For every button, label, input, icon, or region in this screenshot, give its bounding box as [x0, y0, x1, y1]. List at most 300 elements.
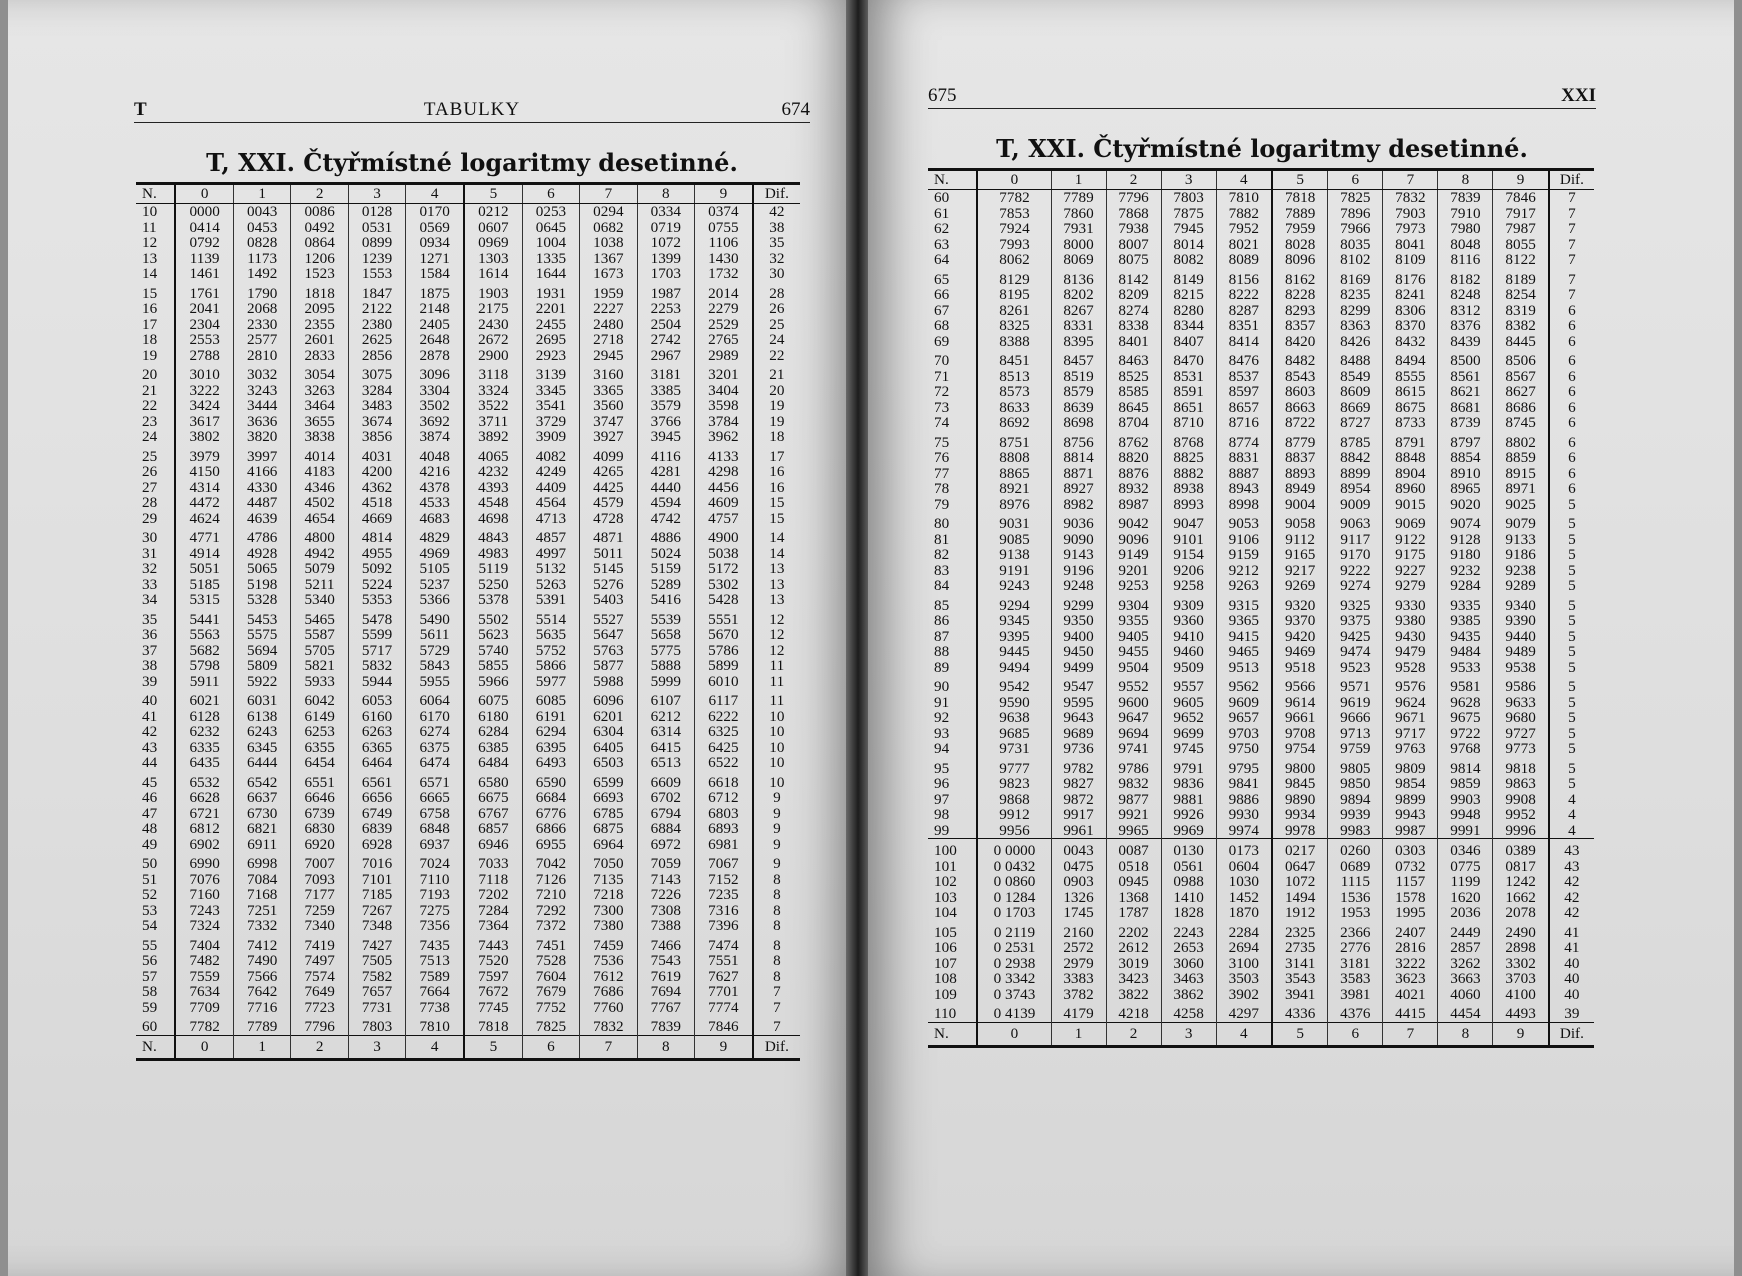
log-value-cell: 3503 [1216, 971, 1272, 987]
log-value-cell: 8189 [1493, 268, 1549, 288]
difference-cell: 7 [1549, 221, 1594, 237]
log-value-cell: 9841 [1216, 776, 1272, 792]
log-value-cell: 8500 [1438, 349, 1493, 369]
row-number: 93 [934, 724, 950, 742]
log-value-cell: 3674 [348, 414, 405, 430]
log-value-cell: 7846 [1493, 190, 1549, 206]
table-row [136, 332, 800, 348]
log-value-cell: 2405 [406, 317, 464, 333]
log-value-cell: 7007 [291, 852, 348, 872]
log-value-cell: 9581 [1438, 675, 1493, 695]
table-row [136, 953, 800, 969]
row-number: 81 [934, 530, 950, 548]
log-value-cell: 8567 [1493, 369, 1549, 385]
log-value-cell: 6990 [175, 852, 233, 872]
log-value-cell: 7482 [175, 953, 233, 969]
log-value-cell: 9886 [1216, 792, 1272, 808]
column-footer: 5 [1272, 1022, 1328, 1046]
log-value-cell: 7664 [406, 984, 464, 1000]
log-value-cell: 1038 [580, 235, 637, 251]
difference-cell: 8 [753, 903, 800, 919]
log-value-cell: 2449 [1438, 921, 1493, 941]
row-number: 70 [934, 352, 950, 369]
log-value-cell: 7896 [1328, 206, 1383, 222]
log-value-cell: 6571 [406, 771, 464, 791]
log-value-cell: 2325 [1272, 921, 1328, 941]
log-value-cell: 3902 [1216, 987, 1272, 1003]
log-value-cell: 6830 [291, 821, 348, 837]
log-value-cell: 9494 [977, 660, 1051, 676]
row-number: 73 [934, 398, 950, 416]
log-value-cell: 2175 [464, 301, 522, 317]
log-value-cell: 9552 [1106, 675, 1161, 695]
column-header: 0 [175, 184, 233, 204]
difference-cell: 7 [1549, 237, 1594, 253]
log-value-cell: 4487 [234, 495, 291, 511]
column-header: 3 [1161, 170, 1216, 190]
log-value-cell: 7332 [234, 918, 291, 934]
log-value-cell: 9450 [1051, 644, 1106, 660]
difference-cell: 6 [1549, 466, 1594, 482]
log-value-cell: 8976 [977, 497, 1051, 513]
log-value-cell: 4249 [522, 464, 579, 480]
log-value-cell: 3464 [291, 398, 348, 414]
log-value-cell: 7559 [175, 969, 233, 985]
log-value-cell: 4150 [175, 464, 233, 480]
log-value-cell: 3945 [637, 429, 694, 445]
row-number: 79 [934, 495, 950, 513]
log-value-cell: 7959 [1272, 221, 1328, 237]
log-value-cell: 2529 [695, 317, 753, 333]
row-number: 95 [934, 759, 950, 777]
log-value-cell: 6656 [348, 790, 405, 806]
log-value-cell: 5428 [695, 592, 753, 608]
log-value-cell: 8722 [1272, 415, 1328, 431]
row-number: 88 [934, 643, 950, 660]
log-value-cell: 9827 [1051, 776, 1106, 792]
table-row [136, 643, 800, 659]
log-value-cell: 8142 [1106, 268, 1161, 288]
table-row [136, 429, 800, 445]
log-value-cell: 8561 [1438, 369, 1493, 385]
log-value-cell: 6444 [234, 755, 291, 771]
log-value-cell: 4969 [406, 546, 464, 562]
log-value-cell: 6117 [695, 689, 753, 709]
log-value-cell: 6149 [291, 709, 348, 725]
log-value-cell: 7135 [580, 872, 637, 888]
log-value-cell: 8871 [1051, 466, 1106, 482]
column-footer: 1 [234, 1035, 291, 1059]
log-value-cell: 0130 [1161, 839, 1216, 859]
difference-cell: 6 [1549, 450, 1594, 466]
log-value-cell: 2160 [1051, 921, 1106, 941]
log-value-cell: 7348 [348, 918, 405, 934]
table-row [928, 268, 1594, 288]
log-value-cell: 7093 [291, 872, 348, 888]
difference-cell: 17 [753, 445, 800, 465]
log-value-cell: 9731 [977, 741, 1051, 757]
difference-cell: 7 [753, 1015, 800, 1035]
log-value-cell: 6542 [234, 771, 291, 791]
log-value-cell: 0719 [637, 220, 694, 236]
log-value-cell: 0903 [1051, 874, 1106, 890]
log-value-cell: 9499 [1051, 660, 1106, 676]
log-value-cell: 2014 [695, 282, 753, 302]
log-value-cell: 8388 [977, 334, 1051, 350]
log-value-cell: 2490 [1493, 921, 1549, 941]
log-value-cell: 6253 [291, 724, 348, 740]
log-value-cell: 9533 [1438, 660, 1493, 676]
difference-cell: 13 [753, 577, 800, 593]
log-value-cell: 7589 [406, 969, 464, 985]
difference-cell: 42 [1549, 890, 1594, 906]
log-value-cell: 1847 [348, 282, 405, 302]
log-value-cell: 9101 [1161, 532, 1216, 548]
log-value-cell: 8779 [1272, 431, 1328, 451]
log-value-cell: 3981 [1328, 987, 1383, 1003]
difference-cell: 41 [1549, 940, 1594, 956]
log-value-cell: 7980 [1438, 221, 1493, 237]
log-value-cell: 5302 [695, 577, 753, 593]
log-value-cell: 7657 [348, 984, 405, 1000]
log-value-cell: 8382 [1493, 318, 1549, 334]
difference-cell: 15 [753, 495, 800, 511]
log-value-cell: 5798 [175, 658, 233, 674]
log-value-cell: 8615 [1383, 384, 1438, 400]
log-value-cell: 9154 [1161, 547, 1216, 563]
log-value-cell: 8299 [1328, 303, 1383, 319]
log-value-cell: 0645 [522, 220, 579, 236]
row-number: 94 [934, 740, 950, 757]
row-number: 101 [934, 857, 957, 875]
log-value-cell: 7860 [1051, 206, 1106, 222]
log-value-cell: 3365 [580, 383, 637, 399]
log-value-cell: 8797 [1438, 431, 1493, 451]
log-value-cell: 5575 [234, 627, 291, 643]
log-value-cell: 0647 [1272, 859, 1328, 875]
row-number: 83 [934, 561, 950, 579]
log-value-cell: 7110 [406, 872, 464, 888]
table-row [928, 921, 1594, 941]
log-value-cell: 3502 [406, 398, 464, 414]
log-value-cell: 7679 [522, 984, 579, 1000]
log-value-cell: 8837 [1272, 450, 1328, 466]
difference-cell: 25 [753, 317, 800, 333]
log-value-cell: 9390 [1493, 613, 1549, 629]
log-value-cell: 9685 [977, 726, 1051, 742]
log-value-cell: 6085 [522, 689, 579, 709]
log-value-cell: 8293 [1272, 303, 1328, 319]
row-number: 30 [142, 529, 158, 546]
table-row [136, 546, 800, 562]
table-row [928, 594, 1594, 614]
log-value-cell: 7825 [1328, 190, 1383, 206]
log-value-cell: 9638 [977, 710, 1051, 726]
log-value-cell: 6712 [695, 790, 753, 806]
log-value-cell: 4914 [175, 546, 233, 562]
row-number: 16 [142, 300, 158, 317]
logarithm-table-right [928, 168, 1594, 1048]
log-value-cell: 9708 [1272, 726, 1328, 742]
log-value-cell: 2788 [175, 348, 233, 364]
log-value-cell: 0755 [695, 220, 753, 236]
log-value-cell: 9943 [1383, 807, 1438, 823]
difference-cell: 35 [753, 235, 800, 251]
row-number: 96 [934, 775, 950, 792]
log-value-cell: 4183 [291, 464, 348, 480]
difference-cell: 8 [753, 872, 800, 888]
log-value-cell: 7832 [1383, 190, 1438, 206]
log-value-cell: 3010 [175, 363, 233, 383]
log-value-cell: 3729 [522, 414, 579, 430]
log-value-cell: 6513 [637, 755, 694, 771]
log-value-cell: 6998 [234, 852, 291, 872]
log-value-cell: 8808 [977, 450, 1051, 466]
table-footer-row [928, 1022, 1594, 1046]
log-value-cell: 7267 [348, 903, 405, 919]
log-value-cell: 1139 [175, 251, 233, 267]
log-value-cell: 3483 [348, 398, 405, 414]
log-value-cell: 9420 [1272, 629, 1328, 645]
difference-cell: 12 [753, 608, 800, 628]
log-value-cell: 8904 [1383, 466, 1438, 482]
log-value-cell: 2718 [580, 332, 637, 348]
log-value-cell: 2735 [1272, 940, 1328, 956]
log-value-cell: 9074 [1438, 512, 1493, 532]
log-value-cell: 6064 [406, 689, 464, 709]
log-value-cell: 0689 [1328, 859, 1383, 875]
log-value-cell: 7597 [464, 969, 522, 985]
log-value-cell: 9489 [1493, 644, 1549, 660]
column-header: 1 [234, 184, 291, 204]
log-value-cell: 4218 [1106, 1002, 1161, 1022]
difference-cell: 5 [1549, 726, 1594, 742]
log-value-cell: 8751 [977, 431, 1051, 451]
log-value-cell: 5855 [464, 658, 522, 674]
column-footer: 6 [1328, 1022, 1383, 1046]
log-value-cell: 6107 [637, 689, 694, 709]
difference-cell: 10 [753, 771, 800, 791]
table-row [928, 792, 1594, 808]
table-row [928, 940, 1594, 956]
difference-cell: 14 [753, 546, 800, 562]
log-value-cell: 5729 [406, 643, 464, 659]
log-value-cell: 9983 [1328, 823, 1383, 839]
difference-cell: 10 [753, 740, 800, 756]
log-value-cell: 9445 [977, 644, 1051, 660]
log-value-cell: 0389 [1493, 839, 1549, 859]
log-value-cell: 8609 [1328, 384, 1383, 400]
log-value-cell: 9238 [1493, 563, 1549, 579]
log-value-cell: 6263 [348, 724, 405, 740]
log-value-cell: 5775 [637, 643, 694, 659]
log-value-cell: 4425 [580, 480, 637, 496]
difference-cell: 21 [753, 363, 800, 383]
log-value-cell: 9754 [1272, 741, 1328, 757]
table-row [928, 349, 1594, 369]
log-value-cell: 8109 [1383, 252, 1438, 268]
row-number: 34 [142, 591, 158, 608]
log-value-cell: 6628 [175, 790, 233, 806]
left-page [8, 0, 860, 1276]
log-value-cell: 8899 [1328, 466, 1383, 482]
log-value-cell: 0775 [1438, 859, 1493, 875]
log-value-cell: 6138 [234, 709, 291, 725]
log-value-cell: 9196 [1051, 563, 1106, 579]
log-value-cell: 7505 [348, 953, 405, 969]
difference-cell: 8 [753, 969, 800, 985]
log-value-cell: 9320 [1272, 594, 1328, 614]
log-value-cell: 8921 [977, 481, 1051, 497]
log-value-cell: 9042 [1106, 512, 1161, 532]
log-value-cell: 5877 [580, 658, 637, 674]
table-row [928, 695, 1594, 711]
log-value-cell: 9991 [1438, 823, 1493, 839]
log-value-cell: 7803 [1161, 190, 1216, 206]
log-value-cell: 0 1703 [977, 905, 1051, 921]
log-value-cell: 8603 [1272, 384, 1328, 400]
row-number: 45 [142, 773, 158, 791]
log-value-cell: 6911 [234, 837, 291, 853]
log-value-cell: 0334 [637, 204, 694, 220]
log-value-cell: 4609 [695, 495, 753, 511]
log-value-cell: 8344 [1161, 318, 1216, 334]
log-value-cell: 2095 [291, 301, 348, 317]
difference-cell: 5 [1549, 757, 1594, 777]
log-value-cell: 9868 [977, 792, 1051, 808]
log-value-cell: 6042 [291, 689, 348, 709]
table-row [136, 852, 800, 872]
log-value-cell: 9058 [1272, 512, 1328, 532]
log-value-cell: 9699 [1161, 726, 1216, 742]
log-value-cell: 6464 [348, 755, 405, 771]
log-value-cell: 9969 [1161, 823, 1216, 839]
log-value-cell: 5237 [406, 577, 464, 593]
log-value-cell: 9832 [1106, 776, 1161, 792]
log-value-cell: 6191 [522, 709, 579, 725]
log-value-cell: 2612 [1106, 940, 1161, 956]
log-value-cell: 2480 [580, 317, 637, 333]
log-value-cell: 7202 [464, 887, 522, 903]
log-value-cell: 6875 [580, 821, 637, 837]
row-number: 20 [142, 366, 158, 383]
log-value-cell: 4624 [175, 511, 233, 527]
log-value-cell: 2694 [1216, 940, 1272, 956]
log-value-cell: 1523 [291, 266, 348, 282]
table-row [136, 755, 800, 771]
column-footer: 7 [1383, 1022, 1438, 1046]
log-value-cell: 1461 [175, 266, 233, 282]
row-number: 64 [934, 251, 950, 268]
log-value-cell: 0170 [406, 204, 464, 220]
log-value-cell: 3345 [522, 383, 579, 399]
log-value-cell: 9538 [1493, 660, 1549, 676]
column-header: 9 [695, 184, 753, 204]
log-value-cell: 8639 [1051, 400, 1106, 416]
log-value-cell: 6551 [291, 771, 348, 791]
log-value-cell: 8228 [1272, 287, 1328, 303]
log-value-cell: 7966 [1328, 221, 1383, 237]
column-header: 6 [1328, 170, 1383, 190]
table-row [928, 369, 1594, 385]
log-value-cell: 4900 [695, 526, 753, 546]
log-value-cell: 9542 [977, 675, 1051, 695]
log-value-cell: 0374 [695, 204, 753, 220]
column-header: 2 [1106, 170, 1161, 190]
log-value-cell: 4179 [1051, 1002, 1106, 1022]
log-value-cell: 5539 [637, 608, 694, 628]
log-value-cell: 4871 [580, 526, 637, 546]
log-value-cell: 7340 [291, 918, 348, 934]
table-row [928, 497, 1594, 513]
log-value-cell: 5933 [291, 674, 348, 690]
row-number: 40 [142, 692, 158, 709]
log-value-cell: 8579 [1051, 384, 1106, 400]
table-row [928, 971, 1594, 987]
log-value-cell: 8116 [1438, 252, 1493, 268]
log-value-cell: 4346 [291, 480, 348, 496]
log-value-cell: 7143 [637, 872, 694, 888]
log-value-cell: 9096 [1106, 532, 1161, 548]
log-value-cell: 7042 [522, 852, 579, 872]
log-value-cell: 9759 [1328, 741, 1383, 757]
log-value-cell: 9122 [1383, 532, 1438, 548]
log-value-cell: 9518 [1272, 660, 1328, 676]
row-number: 84 [934, 577, 950, 594]
log-value-cell: 3118 [464, 363, 522, 383]
log-value-cell: 6284 [464, 724, 522, 740]
log-value-cell: 5740 [464, 643, 522, 659]
row-number: 85 [934, 596, 950, 614]
log-value-cell: 7752 [522, 1000, 579, 1016]
difference-cell: 5 [1549, 512, 1594, 532]
difference-cell: 7 [1549, 268, 1594, 288]
log-value-cell: 2202 [1106, 921, 1161, 941]
log-value-cell: 2284 [1216, 921, 1272, 941]
log-value-cell: 3892 [464, 429, 522, 445]
log-value-cell: 9355 [1106, 613, 1161, 629]
log-value-cell: 5378 [464, 592, 522, 608]
log-value-cell: 9619 [1328, 695, 1383, 711]
log-value-cell: 8041 [1383, 237, 1438, 253]
row-number: 50 [142, 855, 158, 872]
log-value-cell: 5289 [637, 577, 694, 593]
log-value-cell: 9345 [977, 613, 1051, 629]
log-value-cell: 7672 [464, 984, 522, 1000]
log-value-cell: 4336 [1272, 1002, 1328, 1022]
log-value-cell: 8785 [1328, 431, 1383, 451]
log-value-cell: 1761 [175, 282, 233, 302]
log-value-cell: 2355 [291, 317, 348, 333]
log-value-cell: 4857 [522, 526, 579, 546]
difference-cell: 22 [753, 348, 800, 364]
difference-cell: 6 [1549, 415, 1594, 431]
page-number: 675 [928, 85, 957, 106]
log-value-cell: 9380 [1383, 613, 1438, 629]
log-value-cell: 8663 [1272, 400, 1328, 416]
log-value-cell: 6435 [175, 755, 233, 771]
table-row [928, 823, 1594, 839]
log-value-cell: 8876 [1106, 466, 1161, 482]
row-number: 35 [142, 610, 158, 628]
log-value-cell: 9557 [1161, 675, 1216, 695]
log-value-cell: 2648 [406, 332, 464, 348]
log-value-cell: 9978 [1272, 823, 1328, 839]
log-value-cell: 4298 [695, 464, 753, 480]
log-value-cell: 7910 [1438, 206, 1493, 222]
log-value-cell: 7101 [348, 872, 405, 888]
log-value-cell: 0 1284 [977, 890, 1051, 906]
